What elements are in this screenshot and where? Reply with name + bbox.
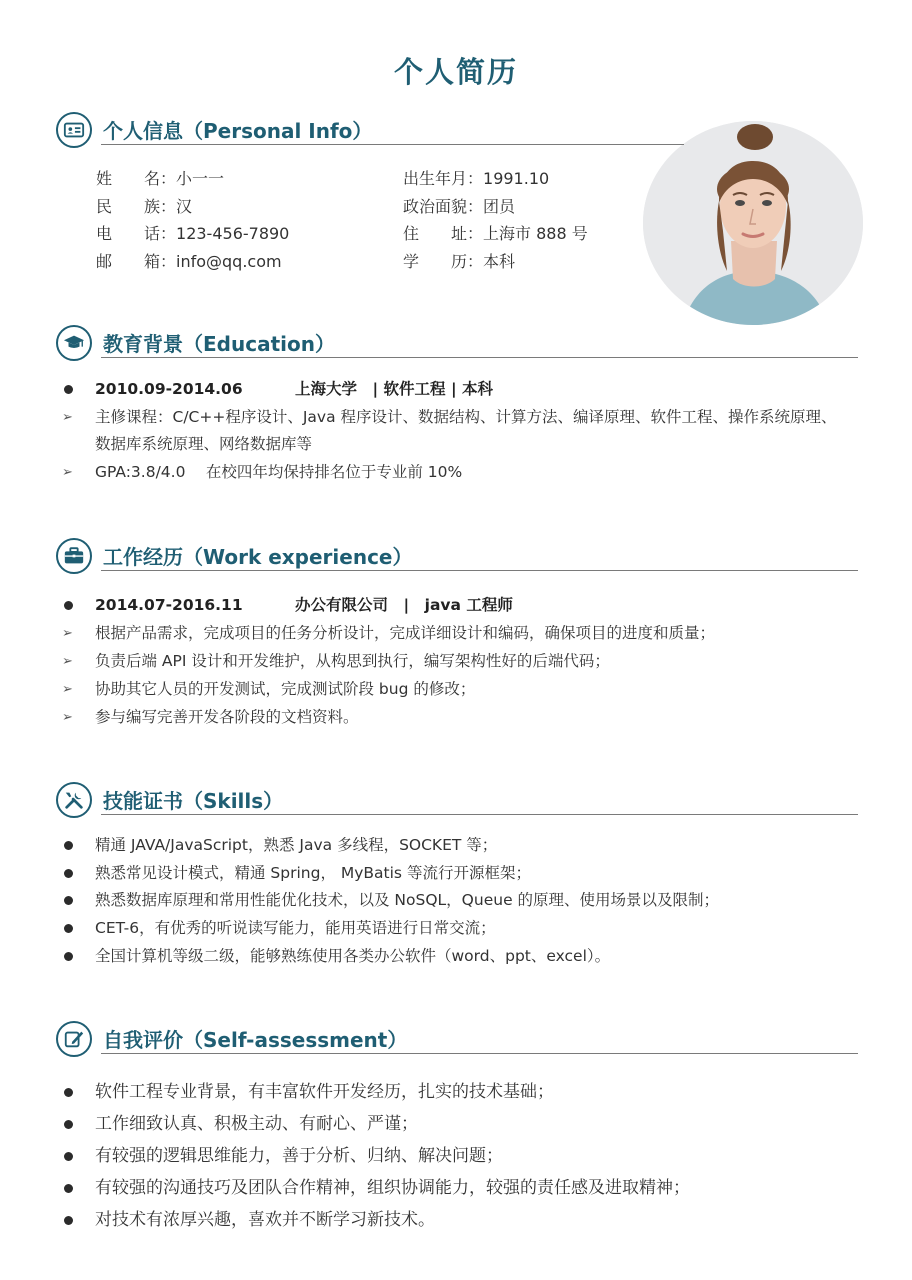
- education-period: 2010.09-2014.06: [95, 380, 243, 398]
- skill-text: CET-6，有优秀的听说读写能力，能用英语进行日常交流；: [95, 919, 496, 937]
- self-text: 有较强的沟通技巧及团队合作精神，组织协调能力，较强的责任感及进取精神；: [95, 1178, 690, 1198]
- work-duty: 参与编写完善开发各阶段的文档资料。: [95, 708, 359, 726]
- arrow-bullet-icon: ➢: [62, 626, 73, 641]
- section-title: 工作经历（Work experience）: [103, 545, 413, 569]
- tools-icon: [56, 782, 92, 818]
- info-birth: 出生年月：1991.10: [403, 169, 550, 188]
- section-title: 个人信息（Personal Info）: [103, 119, 373, 143]
- bullet-dot-icon: [64, 385, 73, 394]
- self-text: 工作细致认真、积极主动、有耐心、严谨；: [95, 1114, 418, 1134]
- info-ethnicity: 民 族：汉: [96, 197, 193, 216]
- info-name: 姓 名：小一一: [96, 169, 225, 188]
- education-courses: 主修课程：C/C++程序设计、Java 程序设计、数据结构、计算方法、编译原理、软件工程、操作系统原理、: [95, 408, 837, 426]
- work-duty: 根据产品需求，完成项目的任务分析设计，完成详细设计和编码，确保项目的进度和质量；: [95, 624, 716, 642]
- self-text: 软件工程专业背景，有丰富软件开发经历，扎实的技术基础；: [95, 1082, 554, 1102]
- info-email: 邮 箱：info@qq.com: [96, 252, 282, 271]
- bullet-dot-icon: [64, 1152, 73, 1161]
- bullet-dot-icon: [64, 924, 73, 933]
- work-company: 办公有限公司 | java 工程师: [295, 596, 513, 614]
- profile-photo-illustration: [643, 121, 863, 325]
- bullet-dot-icon: [64, 896, 73, 905]
- info-political: 政治面貌：团员: [403, 197, 516, 216]
- section-title: 技能证书（Skills）: [103, 789, 284, 813]
- bullet-dot-icon: [64, 869, 73, 878]
- section-divider: [101, 814, 858, 815]
- work-duty: 协助其它人员的开发测试，完成测试阶段 bug 的修改；: [95, 680, 476, 698]
- work-duty: 负责后端 API 设计和开发维护，从构思到执行，编写架构性好的后端代码；: [95, 652, 610, 670]
- bullet-dot-icon: [64, 601, 73, 610]
- skill-text: 熟悉数据库原理和常用性能优化技术，以及 NoSQL，Queue 的原理、使用场景以及限制；: [95, 891, 720, 909]
- info-degree: 学 历：本科: [403, 252, 516, 271]
- arrow-bullet-icon: ➢: [62, 710, 73, 725]
- page-title: 个人简历: [393, 55, 518, 89]
- education-courses-cont: 数据库系统原理、网络数据库等: [95, 435, 313, 453]
- bullet-dot-icon: [64, 1120, 73, 1129]
- info-address: 住 址：上海市 888 号: [403, 224, 588, 243]
- section-divider: [101, 144, 684, 145]
- section-divider: [101, 357, 858, 358]
- skill-text: 熟悉常见设计模式，精通 Spring， MyBatis 等流行开源框架；: [95, 864, 531, 882]
- work-period: 2014.07-2016.11: [95, 596, 243, 614]
- graduation-cap-icon: [56, 325, 92, 361]
- profile-photo: [643, 121, 863, 325]
- info-phone: 电 话：123-456-7890: [96, 224, 290, 243]
- arrow-bullet-icon: ➢: [62, 682, 73, 697]
- skill-text: 全国计算机等级二级，能够熟练使用各类办公软件（word、ppt、excel）。: [95, 947, 611, 965]
- bullet-dot-icon: [64, 1216, 73, 1225]
- self-text: 有较强的逻辑思维能力，善于分析、归纳、解决问题；: [95, 1146, 503, 1166]
- briefcase-icon: [56, 538, 92, 574]
- arrow-bullet-icon: ➢: [62, 654, 73, 669]
- self-text: 对技术有浓厚兴趣，喜欢并不断学习新技术。: [95, 1210, 435, 1230]
- section-title: 自我评价（Self-assessment）: [103, 1028, 408, 1052]
- section-divider: [101, 570, 858, 571]
- bullet-dot-icon: [64, 1088, 73, 1097]
- education-school: 上海大学 | 软件工程 | 本科: [295, 380, 494, 398]
- bullet-dot-icon: [64, 1184, 73, 1193]
- arrow-bullet-icon: ➢: [62, 465, 73, 480]
- id-card-icon: [56, 112, 92, 148]
- skill-text: 精通 JAVA/JavaScript，熟悉 Java 多线程，SOCKET 等；: [95, 836, 498, 854]
- pencil-edit-icon: [56, 1021, 92, 1057]
- bullet-dot-icon: [64, 841, 73, 850]
- arrow-bullet-icon: ➢: [62, 410, 73, 425]
- bullet-dot-icon: [64, 952, 73, 961]
- section-divider: [101, 1053, 858, 1054]
- education-gpa: GPA:3.8/4.0 在校四年均保持排名位于专业前 10%: [95, 463, 463, 481]
- section-title: 教育背景（Education）: [103, 332, 335, 356]
